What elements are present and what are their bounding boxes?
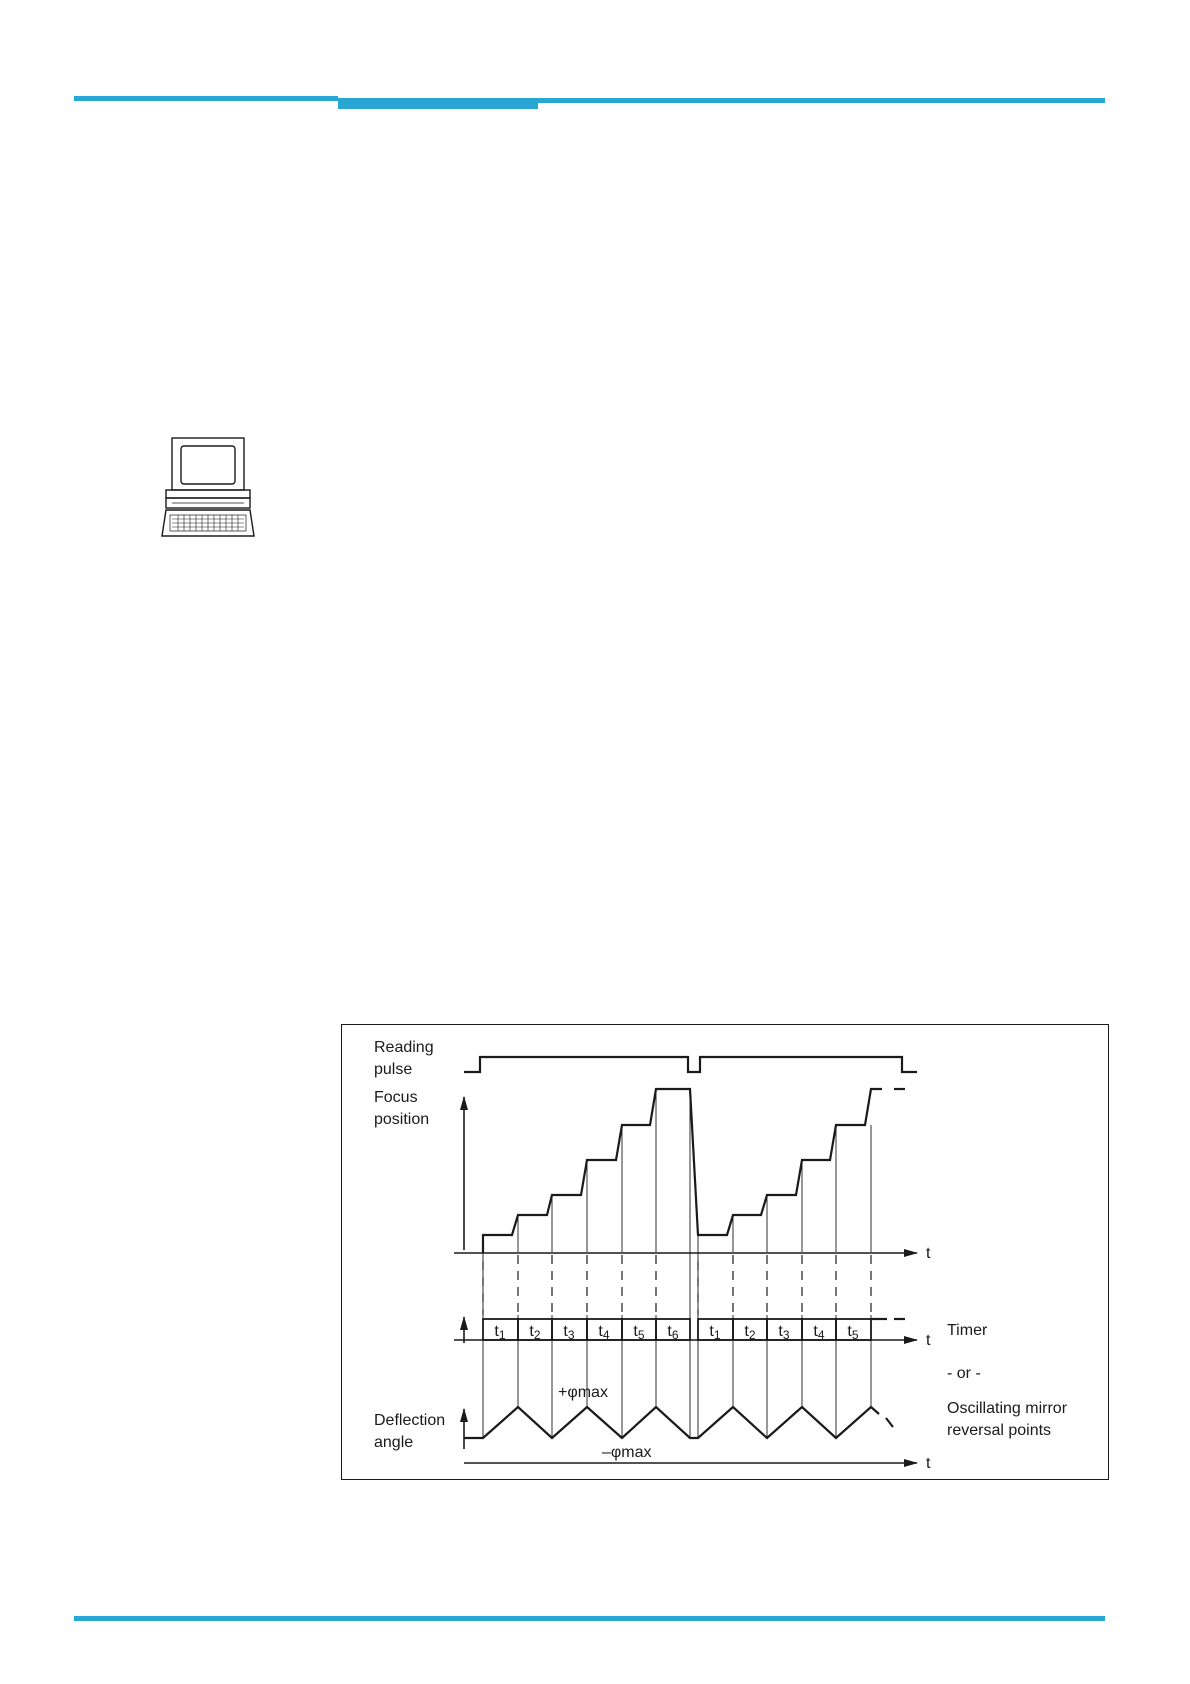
timer-cell-label: t4 [598, 1323, 610, 1342]
guide-lines [483, 1089, 871, 1438]
phi-max-minus-label: –φmax [602, 1444, 652, 1461]
timer-cell-label: t2 [529, 1323, 541, 1342]
timer-cell-label: t3 [563, 1323, 575, 1342]
t-axis-label: t [926, 1332, 931, 1349]
footer-rule [74, 1616, 1105, 1621]
t-axis-label: t [926, 1455, 931, 1472]
timer-label: Timer [947, 1322, 988, 1339]
header-rule-tab [338, 98, 538, 109]
deflection-angle-label: Deflection angle [374, 1412, 446, 1451]
phi-max-plus-label: +φmax [558, 1384, 608, 1401]
t-axis-label: t [926, 1245, 931, 1262]
timer-cell-label: t4 [813, 1323, 825, 1342]
deflection-angle-signal [464, 1407, 879, 1438]
timer-cells [483, 1319, 905, 1340]
or-label: - or - [947, 1365, 981, 1382]
timer-cell-label: t6 [667, 1323, 679, 1342]
oscillating-mirror-label: Oscillating mirror reversal points [947, 1400, 1068, 1439]
reading-pulse-label: Reading pulse [374, 1039, 434, 1078]
header-rule-right [538, 98, 1105, 103]
focus-position-signal [483, 1089, 882, 1253]
timer-cell-label: t2 [744, 1323, 756, 1342]
reading-pulse-signal [464, 1057, 917, 1072]
focus-position-label: Focus position [374, 1089, 430, 1128]
header-rule-left [74, 96, 338, 101]
timer-cell-label: t5 [847, 1323, 859, 1342]
timer-cell-label: t1 [494, 1323, 506, 1342]
timer-cell-label: t5 [633, 1323, 645, 1342]
desktop-computer-icon [160, 436, 260, 540]
timer-cell-label: t1 [709, 1323, 721, 1342]
dashed-connectors [483, 1255, 871, 1321]
timer-cell-label: t3 [778, 1323, 790, 1342]
timing-diagram [341, 1024, 1109, 1480]
